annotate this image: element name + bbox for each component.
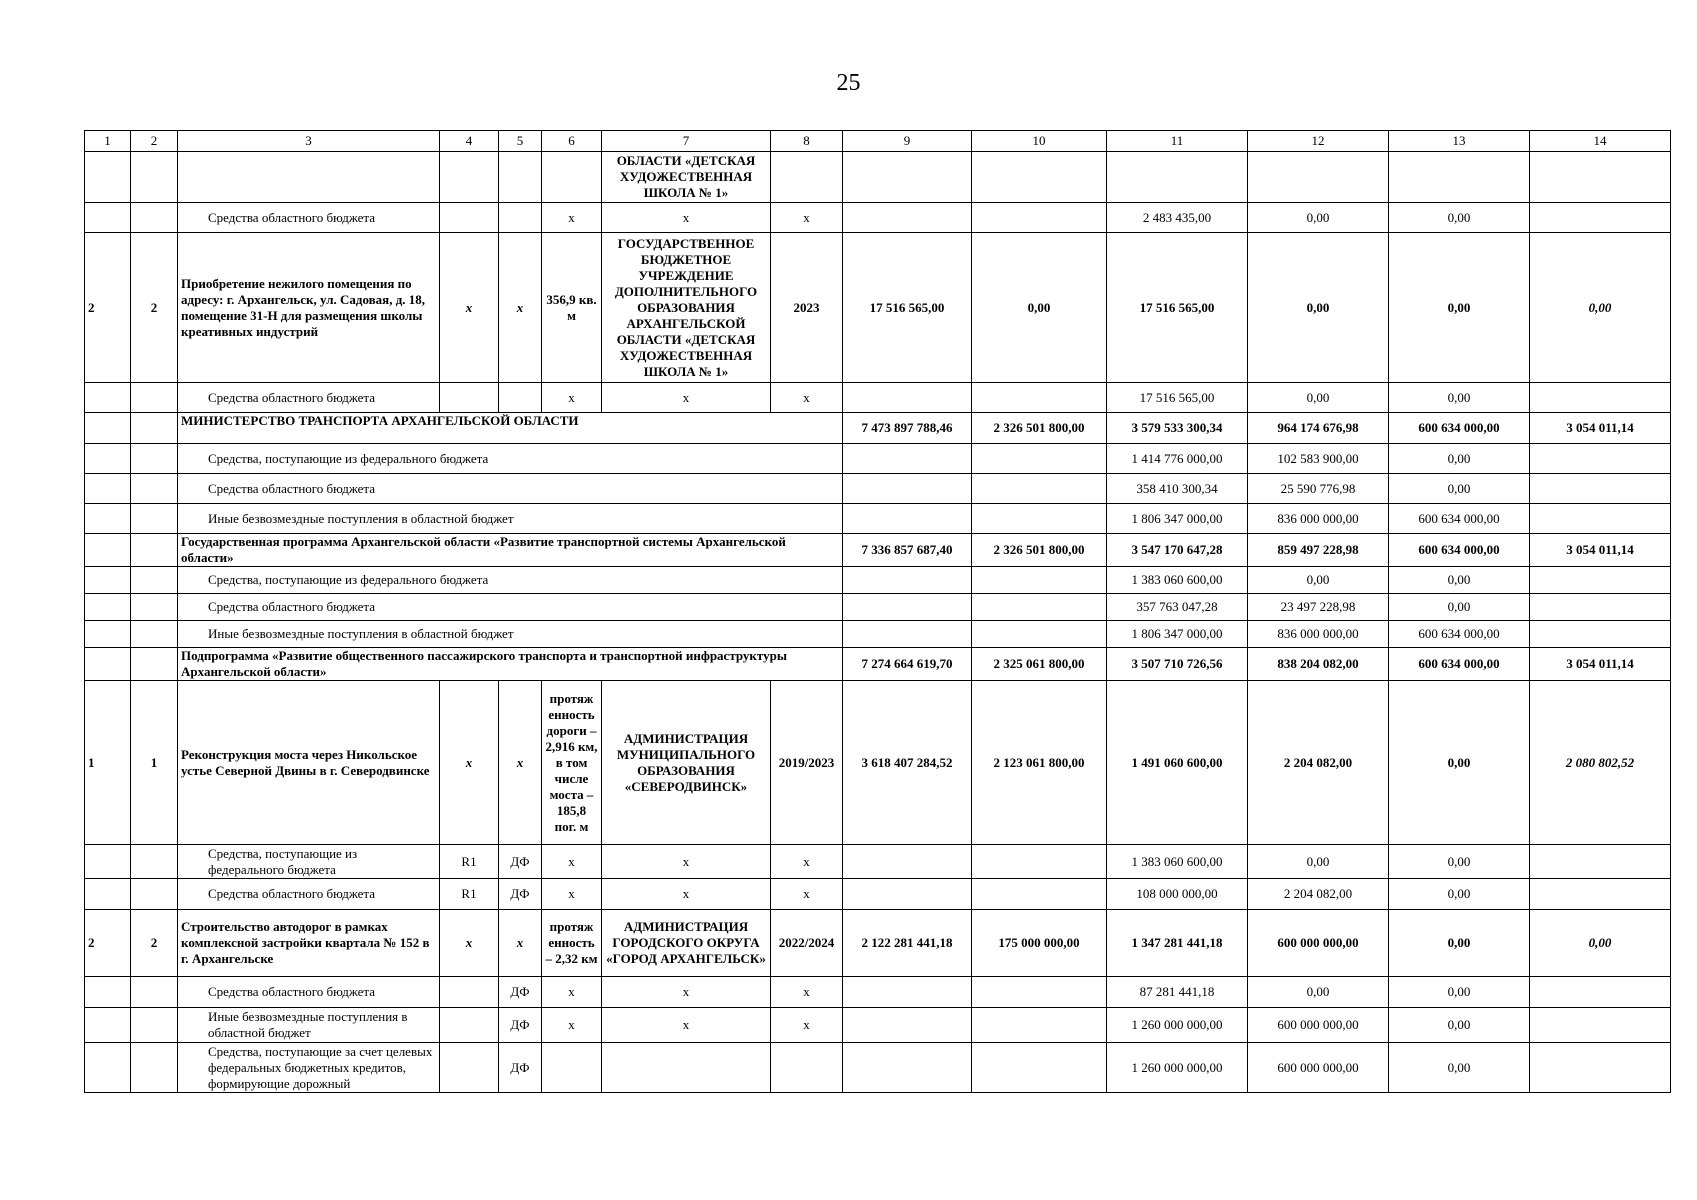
amount-cell: 600 634 000,00 xyxy=(1389,413,1530,444)
cell: ДФ xyxy=(499,1043,542,1093)
amount-cell: 25 590 776,98 xyxy=(1248,474,1389,504)
amount-cell: 0,00 xyxy=(1389,474,1530,504)
amount-cell: 600 000 000,00 xyxy=(1248,910,1389,977)
item-number-cell: 2 xyxy=(131,910,178,977)
header-cell: 6 xyxy=(542,131,602,152)
cell: х xyxy=(499,910,542,977)
amount-cell: 3 054 011,14 xyxy=(1530,534,1671,567)
amount-cell: 7 473 897 788,46 xyxy=(843,413,972,444)
header-cell: 7 xyxy=(602,131,771,152)
amount-cell: 1 383 060 600,00 xyxy=(1107,845,1248,879)
table-row xyxy=(85,1043,1671,1093)
funding-source-cell: Средства, поступающие из федерального бюджета xyxy=(178,845,440,879)
cell: х xyxy=(771,845,843,879)
amount-cell: 838 204 082,00 xyxy=(1248,648,1389,681)
amount-cell: 108 000 000,00 xyxy=(1107,879,1248,910)
cell: х xyxy=(771,977,843,1008)
amount-cell: 1 383 060 600,00 xyxy=(1107,567,1248,594)
cell: х xyxy=(542,879,602,910)
amount-cell: 2 483 435,00 xyxy=(1107,203,1248,233)
table-row xyxy=(85,152,1671,203)
cell: х xyxy=(771,383,843,413)
amount-cell: 0,00 xyxy=(1389,977,1530,1008)
cell: х xyxy=(602,879,771,910)
cell: х xyxy=(440,233,499,383)
funding-source-cell: Средства, поступающие из федерального бюджета xyxy=(178,444,843,474)
amount-cell: 2 204 082,00 xyxy=(1248,681,1389,845)
amount-cell: 0,00 xyxy=(1248,567,1389,594)
header-cell: 13 xyxy=(1389,131,1530,152)
amount-cell: 0,00 xyxy=(1530,910,1671,977)
table-row xyxy=(85,621,1671,648)
amount-cell: 0,00 xyxy=(1389,594,1530,621)
funding-source-cell: Средства, поступающие из федерального бюджета xyxy=(178,567,843,594)
amount-cell: 0,00 xyxy=(1248,977,1389,1008)
amount-cell: 3 579 533 300,34 xyxy=(1107,413,1248,444)
header-cell: 5 xyxy=(499,131,542,152)
item-number-cell: 2 xyxy=(131,233,178,383)
row-number-cell: 2 xyxy=(85,910,131,977)
header-cell: 3 xyxy=(178,131,440,152)
amount-cell: 0,00 xyxy=(1248,233,1389,383)
amount-cell: 600 634 000,00 xyxy=(1389,504,1530,534)
cell: х xyxy=(602,845,771,879)
amount-cell: 1 806 347 000,00 xyxy=(1107,621,1248,648)
cell: х xyxy=(440,681,499,845)
funding-source-cell: Средства областного бюджета xyxy=(178,383,440,413)
year-cell: 2019/2023 xyxy=(771,681,843,845)
amount-cell: 3 507 710 726,56 xyxy=(1107,648,1248,681)
amount-cell: 3 618 407 284,52 xyxy=(843,681,972,845)
cell: х xyxy=(499,681,542,845)
amount-cell: 7 274 664 619,70 xyxy=(843,648,972,681)
amount-cell: 0,00 xyxy=(1389,845,1530,879)
object-name-cell: Приобретение нежилого помещения по адресу: г. Архангельск, ул. Садовая, д. 18, помещение 31-Н для размещения школы креативных индустрий xyxy=(178,233,440,383)
cell: х xyxy=(542,1008,602,1043)
amount-cell: 1 260 000 000,00 xyxy=(1107,1043,1248,1093)
amount-cell: 0,00 xyxy=(1389,1008,1530,1043)
funding-source-cell: Средства областного бюджета xyxy=(178,879,440,910)
funding-source-cell: Средства областного бюджета xyxy=(178,203,440,233)
amount-cell: 1 347 281 441,18 xyxy=(1107,910,1248,977)
amount-cell: 2 326 501 800,00 xyxy=(972,534,1107,567)
row-number-cell: 1 xyxy=(85,681,131,845)
amount-cell: 600 634 000,00 xyxy=(1389,648,1530,681)
cell: ДФ xyxy=(499,977,542,1008)
amount-cell: 17 516 565,00 xyxy=(1107,233,1248,383)
funding-source-cell: Средства областного бюджета xyxy=(178,474,843,504)
amount-cell: 23 497 228,98 xyxy=(1248,594,1389,621)
cell: х xyxy=(602,1008,771,1043)
amount-cell: 7 336 857 687,40 xyxy=(843,534,972,567)
table-row xyxy=(85,567,1671,594)
funding-source-cell: Иные безвозмездные поступления в областной бюджет xyxy=(178,621,843,648)
cell: R1 xyxy=(440,879,499,910)
object-name-cell: Строительство автодорог в рамках комплексной застройки квартала № 152 в г. Архангельске xyxy=(178,910,440,977)
cell: ДФ xyxy=(499,1008,542,1043)
amount-cell: 0,00 xyxy=(972,233,1107,383)
amount-cell: 3 547 170 647,28 xyxy=(1107,534,1248,567)
amount-cell: 0,00 xyxy=(1389,879,1530,910)
cell: х xyxy=(542,845,602,879)
cell: ДФ xyxy=(499,879,542,910)
amount-cell: 17 516 565,00 xyxy=(1107,383,1248,413)
header-cell: 9 xyxy=(843,131,972,152)
amount-cell: 1 260 000 000,00 xyxy=(1107,1008,1248,1043)
amount-cell: 0,00 xyxy=(1389,383,1530,413)
amount-cell: 600 000 000,00 xyxy=(1248,1008,1389,1043)
amount-cell: 2 204 082,00 xyxy=(1248,879,1389,910)
table-row xyxy=(85,504,1671,534)
amount-cell: 600 634 000,00 xyxy=(1389,534,1530,567)
amount-cell: 0,00 xyxy=(1389,203,1530,233)
amount-cell: 836 000 000,00 xyxy=(1248,504,1389,534)
amount-cell: 2 325 061 800,00 xyxy=(972,648,1107,681)
amount-cell: 0,00 xyxy=(1248,203,1389,233)
amount-cell: 3 054 011,14 xyxy=(1530,648,1671,681)
funding-source-cell: Средства областного бюджета xyxy=(178,977,440,1008)
table-row xyxy=(85,1008,1671,1043)
amount-cell: 0,00 xyxy=(1389,444,1530,474)
table-row xyxy=(85,233,1671,383)
cell: ДФ xyxy=(499,845,542,879)
amount-cell: 1 414 776 000,00 xyxy=(1107,444,1248,474)
header-cell: 8 xyxy=(771,131,843,152)
amount-cell: 3 054 011,14 xyxy=(1530,413,1671,444)
row-number-cell: 2 xyxy=(85,233,131,383)
table-row xyxy=(85,203,1671,233)
table-row xyxy=(85,383,1671,413)
amount-cell: 102 583 900,00 xyxy=(1248,444,1389,474)
header-cell: 14 xyxy=(1530,131,1671,152)
table-row xyxy=(85,474,1671,504)
cell: х xyxy=(602,203,771,233)
program-title-cell: Государственная программа Архангельской области «Развитие транспортной системы Архангельской области» xyxy=(178,534,843,567)
amount-cell: 2 122 281 441,18 xyxy=(843,910,972,977)
year-cell: 2022/2024 xyxy=(771,910,843,977)
funding-source-cell: Средства областного бюджета xyxy=(178,594,843,621)
table-row xyxy=(85,534,1671,567)
organization-cell: АДМИНИСТРАЦИЯ МУНИЦИПАЛЬНОГО ОБРАЗОВАНИЯ «СЕВЕРОДВИНСК» xyxy=(602,681,771,845)
header-cell: 2 xyxy=(131,131,178,152)
cell: х xyxy=(542,977,602,1008)
amount-cell: 2 080 802,52 xyxy=(1530,681,1671,845)
funding-source-cell: Иные безвозмездные поступления в областной бюджет xyxy=(178,1008,440,1043)
amount-cell: 357 763 047,28 xyxy=(1107,594,1248,621)
amount-cell: 0,00 xyxy=(1389,1043,1530,1093)
amount-cell: 0,00 xyxy=(1248,383,1389,413)
organization-cell: АДМИНИСТРАЦИЯ ГОРОДСКОГО ОКРУГА «ГОРОД АРХАНГЕЛЬСК» xyxy=(602,910,771,977)
table-row xyxy=(85,681,1671,845)
table-row xyxy=(85,648,1671,681)
budget-table xyxy=(84,130,1671,1093)
amount-cell: 0,00 xyxy=(1389,681,1530,845)
cell: х xyxy=(542,203,602,233)
amount-cell: 600 634 000,00 xyxy=(1389,621,1530,648)
table-row xyxy=(85,444,1671,474)
funding-source-cell: Средства, поступающие за счет целевых федеральных бюджетных кредитов, формирующие дорожный xyxy=(178,1043,440,1093)
amount-cell: 87 281 441,18 xyxy=(1107,977,1248,1008)
amount-cell: 358 410 300,34 xyxy=(1107,474,1248,504)
table-row xyxy=(85,594,1671,621)
table-row xyxy=(85,413,1671,444)
cell: х xyxy=(771,879,843,910)
cell: х xyxy=(440,910,499,977)
subprogram-title-cell: Подпрограмма «Развитие общественного пассажирского транспорта и транспортной инфраструктуры Архангельской области» xyxy=(178,648,843,681)
item-number-cell: 1 xyxy=(131,681,178,845)
amount-cell: 17 516 565,00 xyxy=(843,233,972,383)
capacity-cell: 356,9 кв. м xyxy=(542,233,602,383)
amount-cell: 0,00 xyxy=(1389,910,1530,977)
capacity-cell: протяж енность – 2,32 км xyxy=(542,910,602,977)
capacity-cell: протяж енность дороги – 2,916 км, в том числе моста – 185,8 пог. м xyxy=(542,681,602,845)
header-cell: 4 xyxy=(440,131,499,152)
table-row xyxy=(85,879,1671,910)
ministry-title-cell: МИНИСТЕРСТВО ТРАНСПОРТА АРХАНГЕЛЬСКОЙ ОБЛАСТИ xyxy=(178,413,843,444)
amount-cell: 175 000 000,00 xyxy=(972,910,1107,977)
cell: х xyxy=(602,977,771,1008)
table-row xyxy=(85,910,1671,977)
amount-cell: 964 174 676,98 xyxy=(1248,413,1389,444)
funding-source-cell: Иные безвозмездные поступления в областной бюджет xyxy=(178,504,843,534)
cell: х xyxy=(771,1008,843,1043)
amount-cell: 0,00 xyxy=(1248,845,1389,879)
page-number: 25 xyxy=(836,70,861,96)
amount-cell: 859 497 228,98 xyxy=(1248,534,1389,567)
object-name-cell: Реконструкция моста через Никольское устье Северной Двины в г. Северодвинске xyxy=(178,681,440,845)
column-number-header-row xyxy=(85,131,1671,152)
year-cell: 2023 xyxy=(771,233,843,383)
cell: х xyxy=(499,233,542,383)
amount-cell: 0,00 xyxy=(1389,567,1530,594)
cell: х xyxy=(602,383,771,413)
amount-cell: 836 000 000,00 xyxy=(1248,621,1389,648)
header-cell: 11 xyxy=(1107,131,1248,152)
organization-cell: ОБЛАСТИ «ДЕТСКАЯ ХУДОЖЕСТВЕННАЯ ШКОЛА № 1» xyxy=(602,152,771,203)
amount-cell: 1 491 060 600,00 xyxy=(1107,681,1248,845)
header-cell: 1 xyxy=(85,131,131,152)
table-row xyxy=(85,845,1671,879)
amount-cell: 0,00 xyxy=(1389,233,1530,383)
amount-cell: 600 000 000,00 xyxy=(1248,1043,1389,1093)
table-row xyxy=(85,977,1671,1008)
amount-cell: 2 326 501 800,00 xyxy=(972,413,1107,444)
cell: R1 xyxy=(440,845,499,879)
amount-cell: 2 123 061 800,00 xyxy=(972,681,1107,845)
amount-cell: 0,00 xyxy=(1530,233,1671,383)
header-cell: 12 xyxy=(1248,131,1389,152)
cell: х xyxy=(771,203,843,233)
header-cell: 10 xyxy=(972,131,1107,152)
cell: х xyxy=(542,383,602,413)
amount-cell: 1 806 347 000,00 xyxy=(1107,504,1248,534)
organization-cell: ГОСУДАРСТВЕННОЕ БЮДЖЕТНОЕ УЧРЕЖДЕНИЕ ДОПОЛНИТЕЛЬНОГО ОБРАЗОВАНИЯ АРХАНГЕЛЬСКОЙ ОБЛАСТИ «ДЕТСКАЯ ХУДОЖЕСТВЕННАЯ ШКОЛА № 1» xyxy=(602,233,771,383)
